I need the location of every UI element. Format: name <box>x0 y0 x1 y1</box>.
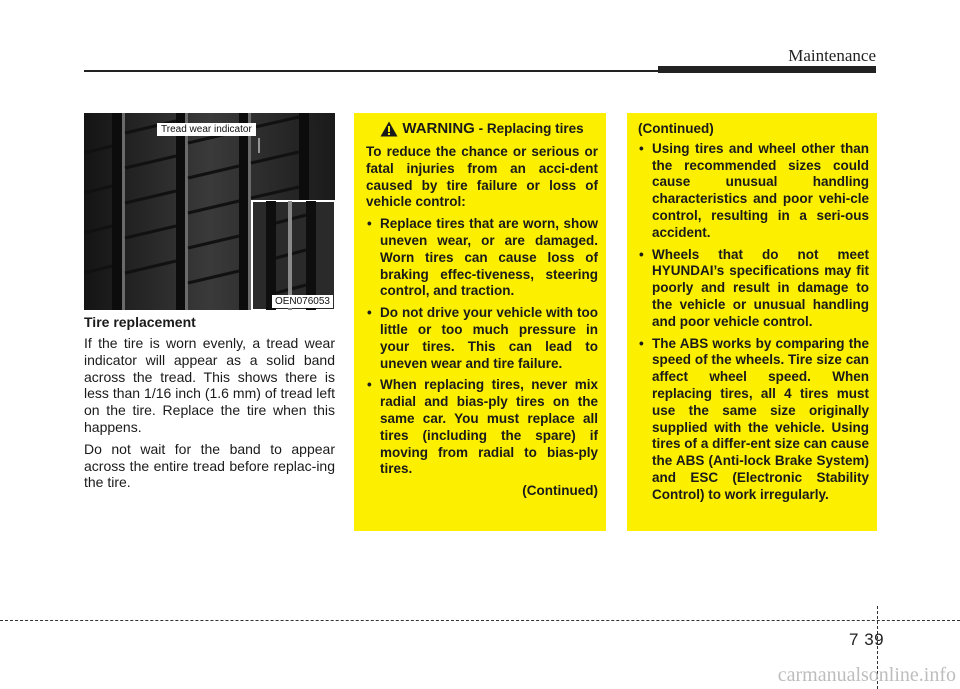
tread-wear-indicator-label: Tread wear indicator <box>157 123 256 136</box>
footer-rule <box>0 620 960 621</box>
continued-note: (Continued) <box>522 483 598 499</box>
figure-code: OEN076053 <box>272 295 333 308</box>
tire-replacement-section <box>84 314 335 496</box>
warning-item: • Replace tires that are worn, show uneven wear, or are damaged. Worn tires can cause loss of braking effec-tiveness, steering control, and traction. <box>366 216 598 300</box>
tire-tread-photo <box>84 113 335 310</box>
warning-triangle-icon <box>380 121 398 137</box>
warning-continued-box <box>627 113 877 531</box>
warning-item: • Using tires and wheel other than the recommended sizes could cause unusual handling characteristics and poor vehi-cle control, resulting in a seri-ous accident. <box>638 141 869 242</box>
warning-item: • When replacing tires, never mix radial and bias-ply tires on the same car. You must replace all tires (including the spare) if moving from radial to bias-ply tires. <box>366 377 598 478</box>
warning-box <box>354 113 606 531</box>
body-paragraph: If the tire is worn evenly, a tread wear indicator will appear as a solid band across the tread. This shows there is less than 1/16 inch (1.6 mm) of tread left on the tire. Replace the tire when this happens. <box>84 335 335 435</box>
warning-title: - Replacing tires <box>474 121 584 136</box>
warning-heading <box>366 121 598 137</box>
watermark: carmanualsonline.info <box>777 664 956 686</box>
header-rule <box>84 70 668 72</box>
continued-list <box>638 141 869 504</box>
section-heading: Tire replacement <box>84 314 196 330</box>
tire-tread-illustration <box>84 113 335 310</box>
warning-item: • Do not drive your vehicle with too little or too much pressure in your tires. This can lead to uneven wear and tire failure. <box>366 305 598 372</box>
page-number-value: 39 <box>864 630 885 649</box>
warning-word: WARNING <box>402 120 475 138</box>
warning-list <box>366 216 598 478</box>
header-rule-accent <box>658 66 876 73</box>
page-number <box>849 630 884 650</box>
chapter-number: 7 <box>849 630 859 649</box>
warning-item: • The ABS works by comparing the speed of the wheels. Tire size can affect wheel speed. When replacing tires, all 4 tires must use the same size originally supplied with the vehicle. Using tires of a differ-ent size can cause the ABS (Anti-lock Brake System) and ESC (Electronic Stability Control) to work irregularly. <box>638 336 869 504</box>
warning-intro: To reduce the chance or serious or fatal injuries from an acci-dent caused by tire failure or loss of vehicle control: <box>366 144 598 210</box>
section-title: Maintenance <box>788 46 876 65</box>
warning-item: • Wheels that do not meet HYUNDAI’s specifications may fit poorly and result in damage to the vehicle or unusual handling and poor vehicle control. <box>638 247 869 331</box>
body-paragraph: Do not wait for the band to appear across the entire tread before replac-ing the tire. <box>84 440 335 491</box>
continued-heading: (Continued) <box>638 121 714 136</box>
